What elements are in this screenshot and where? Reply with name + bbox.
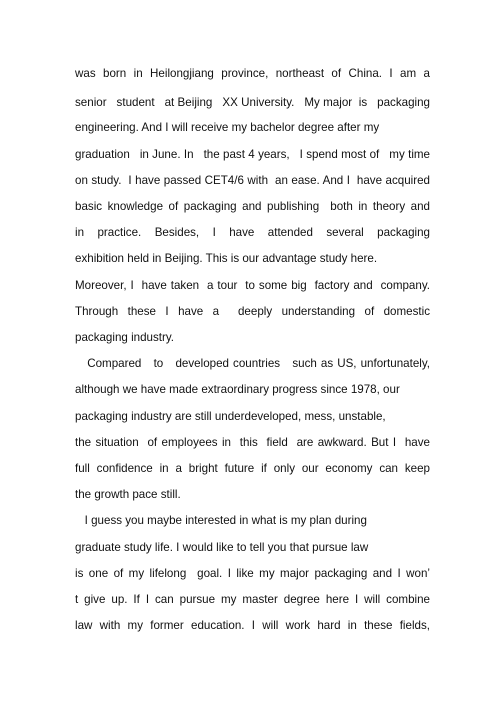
text-line-20: is one of my lifelong goal. I like my major packaging and I won’ xyxy=(75,567,430,580)
text-line-5: on study. I have passed CET4/6 with an ease. And I have acquired xyxy=(75,174,430,187)
text-line-10: Through these I have a deeply understanding of domestic xyxy=(75,305,430,318)
text-line-15: the situation of employees in this field are awkward. But I have xyxy=(75,436,430,449)
text-line-6: basic knowledge of packaging and publishing both in theory and xyxy=(75,200,430,213)
text-line-12: Compared to developed countries such as US, unfortunately, xyxy=(75,357,430,370)
text-line-19: graduate study life. I would like to tell you that pursue law xyxy=(75,541,369,554)
text-line-21: t give up. If I can pursue my master degree here I will combine xyxy=(75,593,430,606)
text-line-16: full confidence in a bright future if only our economy can keep xyxy=(75,462,430,475)
text-line-14: packaging industry are still underdeveloped, mess, unstable, xyxy=(75,410,386,423)
text-line-3: engineering. And I will receive my bachelor degree after my xyxy=(75,121,380,134)
text-line-1: was born in Heilongjiang province, northeast of China. I am a xyxy=(75,67,430,80)
text-line-4: graduation in June. In the past 4 years, I spend most of my time xyxy=(75,148,430,161)
text-line-13: although we have made extraordinary progress since 1978, our xyxy=(75,383,400,396)
text-line-9: Moreover, I have taken a tour to some big factory and company. xyxy=(75,279,430,292)
text-line-22: law with my former education. I will work hard in these fields, xyxy=(75,619,430,632)
text-line-17: the growth pace still. xyxy=(75,488,181,501)
text-line-2: senior student at Beijing XX University. My major is packaging xyxy=(75,96,430,109)
text-line-8: exhibition held in Beijing. This is our advantage study here. xyxy=(75,252,378,265)
text-line-7: in practice. Besides, I have attended several packaging xyxy=(75,226,430,239)
text-line-11: packaging industry. xyxy=(75,331,175,344)
text-line-18: I guess you maybe interested in what is my plan during xyxy=(75,514,367,527)
